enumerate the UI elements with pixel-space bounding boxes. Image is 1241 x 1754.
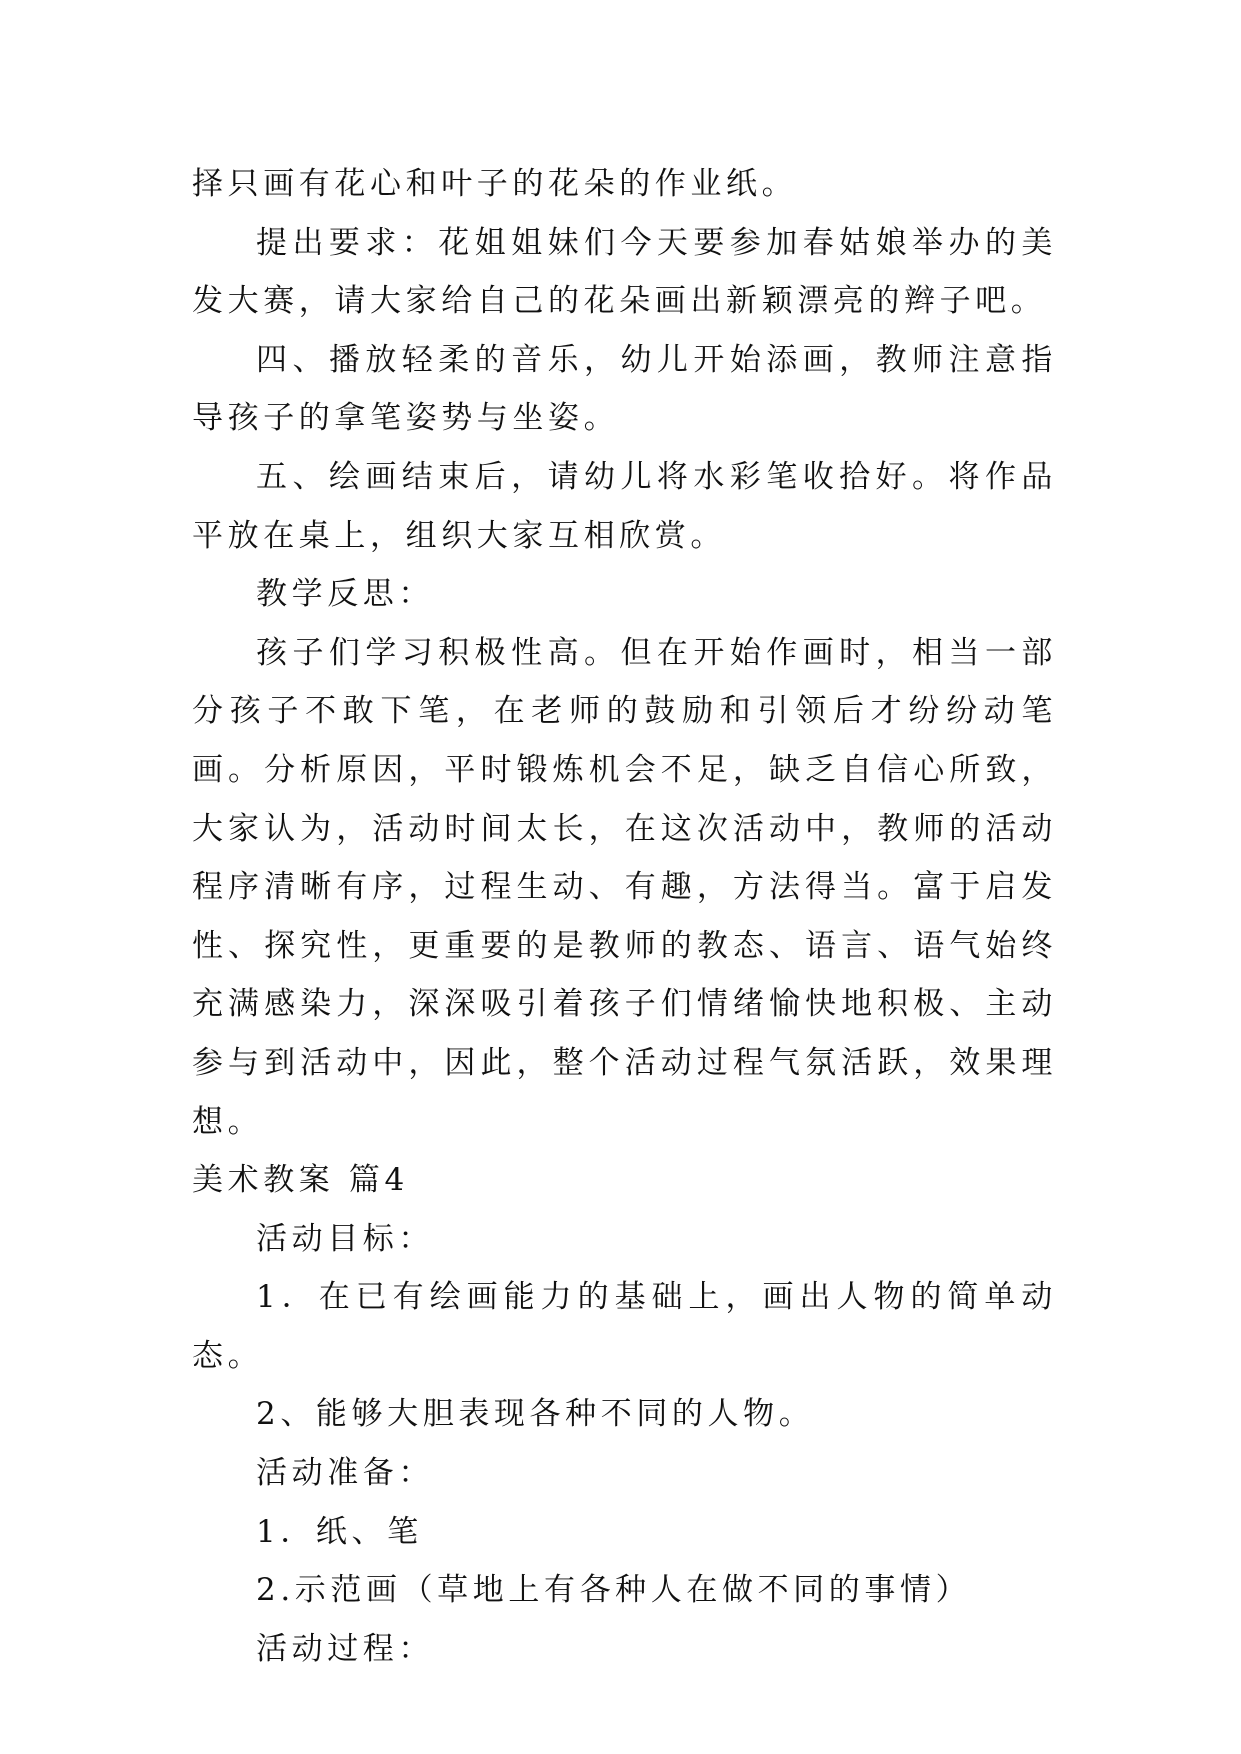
paragraph: 提出要求：花姐姐妹们今天要参加春姑娘举办的美发大赛，请大家给自己的花朵画出新颖漂亮的辫子吧。 (192, 224, 1057, 320)
paragraph: 2.示范画（草地上有各种人在做不同的事情） (256, 1572, 972, 1609)
paragraph: 四、播放轻柔的音乐，幼儿开始添画，教师注意指导孩子的拿笔姿势与坐姿。 (192, 341, 1057, 437)
section-heading: 美术教案 篇4 (192, 1162, 409, 1199)
paragraph: 孩子们学习积极性高。但在开始作画时，相当一部分孩子不敢下笔，在老师的鼓励和引领后才纷纷动笔画。分析原因，平时锻炼机会不足，缺乏自信心所致，大家认为，活动时间太长，在这次活动中，教师的活动程序清晰有序，过程生动、有趣，方法得当。富于启发性、探究性，更重要的是教师的教态、语言、语气始终充满感染力，深深吸引着孩子们情绪愉快地积极、主动参与到活动中，因此，整个活动过程气氛活跃，效果理想。 (192, 634, 1057, 1140)
document-body (192, 155, 1057, 1678)
paragraph: 五、绘画结束后，请幼儿将水彩笔收拾好。将作品平放在桌上，组织大家互相欣赏。 (192, 458, 1057, 554)
paragraph: 择只画有花心和叶子的花朵的作业纸。 (192, 166, 798, 202)
paragraph: 活动过程： (256, 1630, 434, 1667)
paragraph: 教学反思： (256, 576, 434, 613)
paragraph: 2、能够大胆表现各种不同的人物。 (256, 1396, 815, 1433)
paragraph: 活动目标： (256, 1220, 434, 1257)
paragraph: 1．在已有绘画能力的基础上，画出人物的简单动态。 (192, 1279, 1057, 1374)
paragraph: 活动准备： (256, 1455, 434, 1492)
paragraph: 1．纸、笔 (256, 1513, 423, 1550)
